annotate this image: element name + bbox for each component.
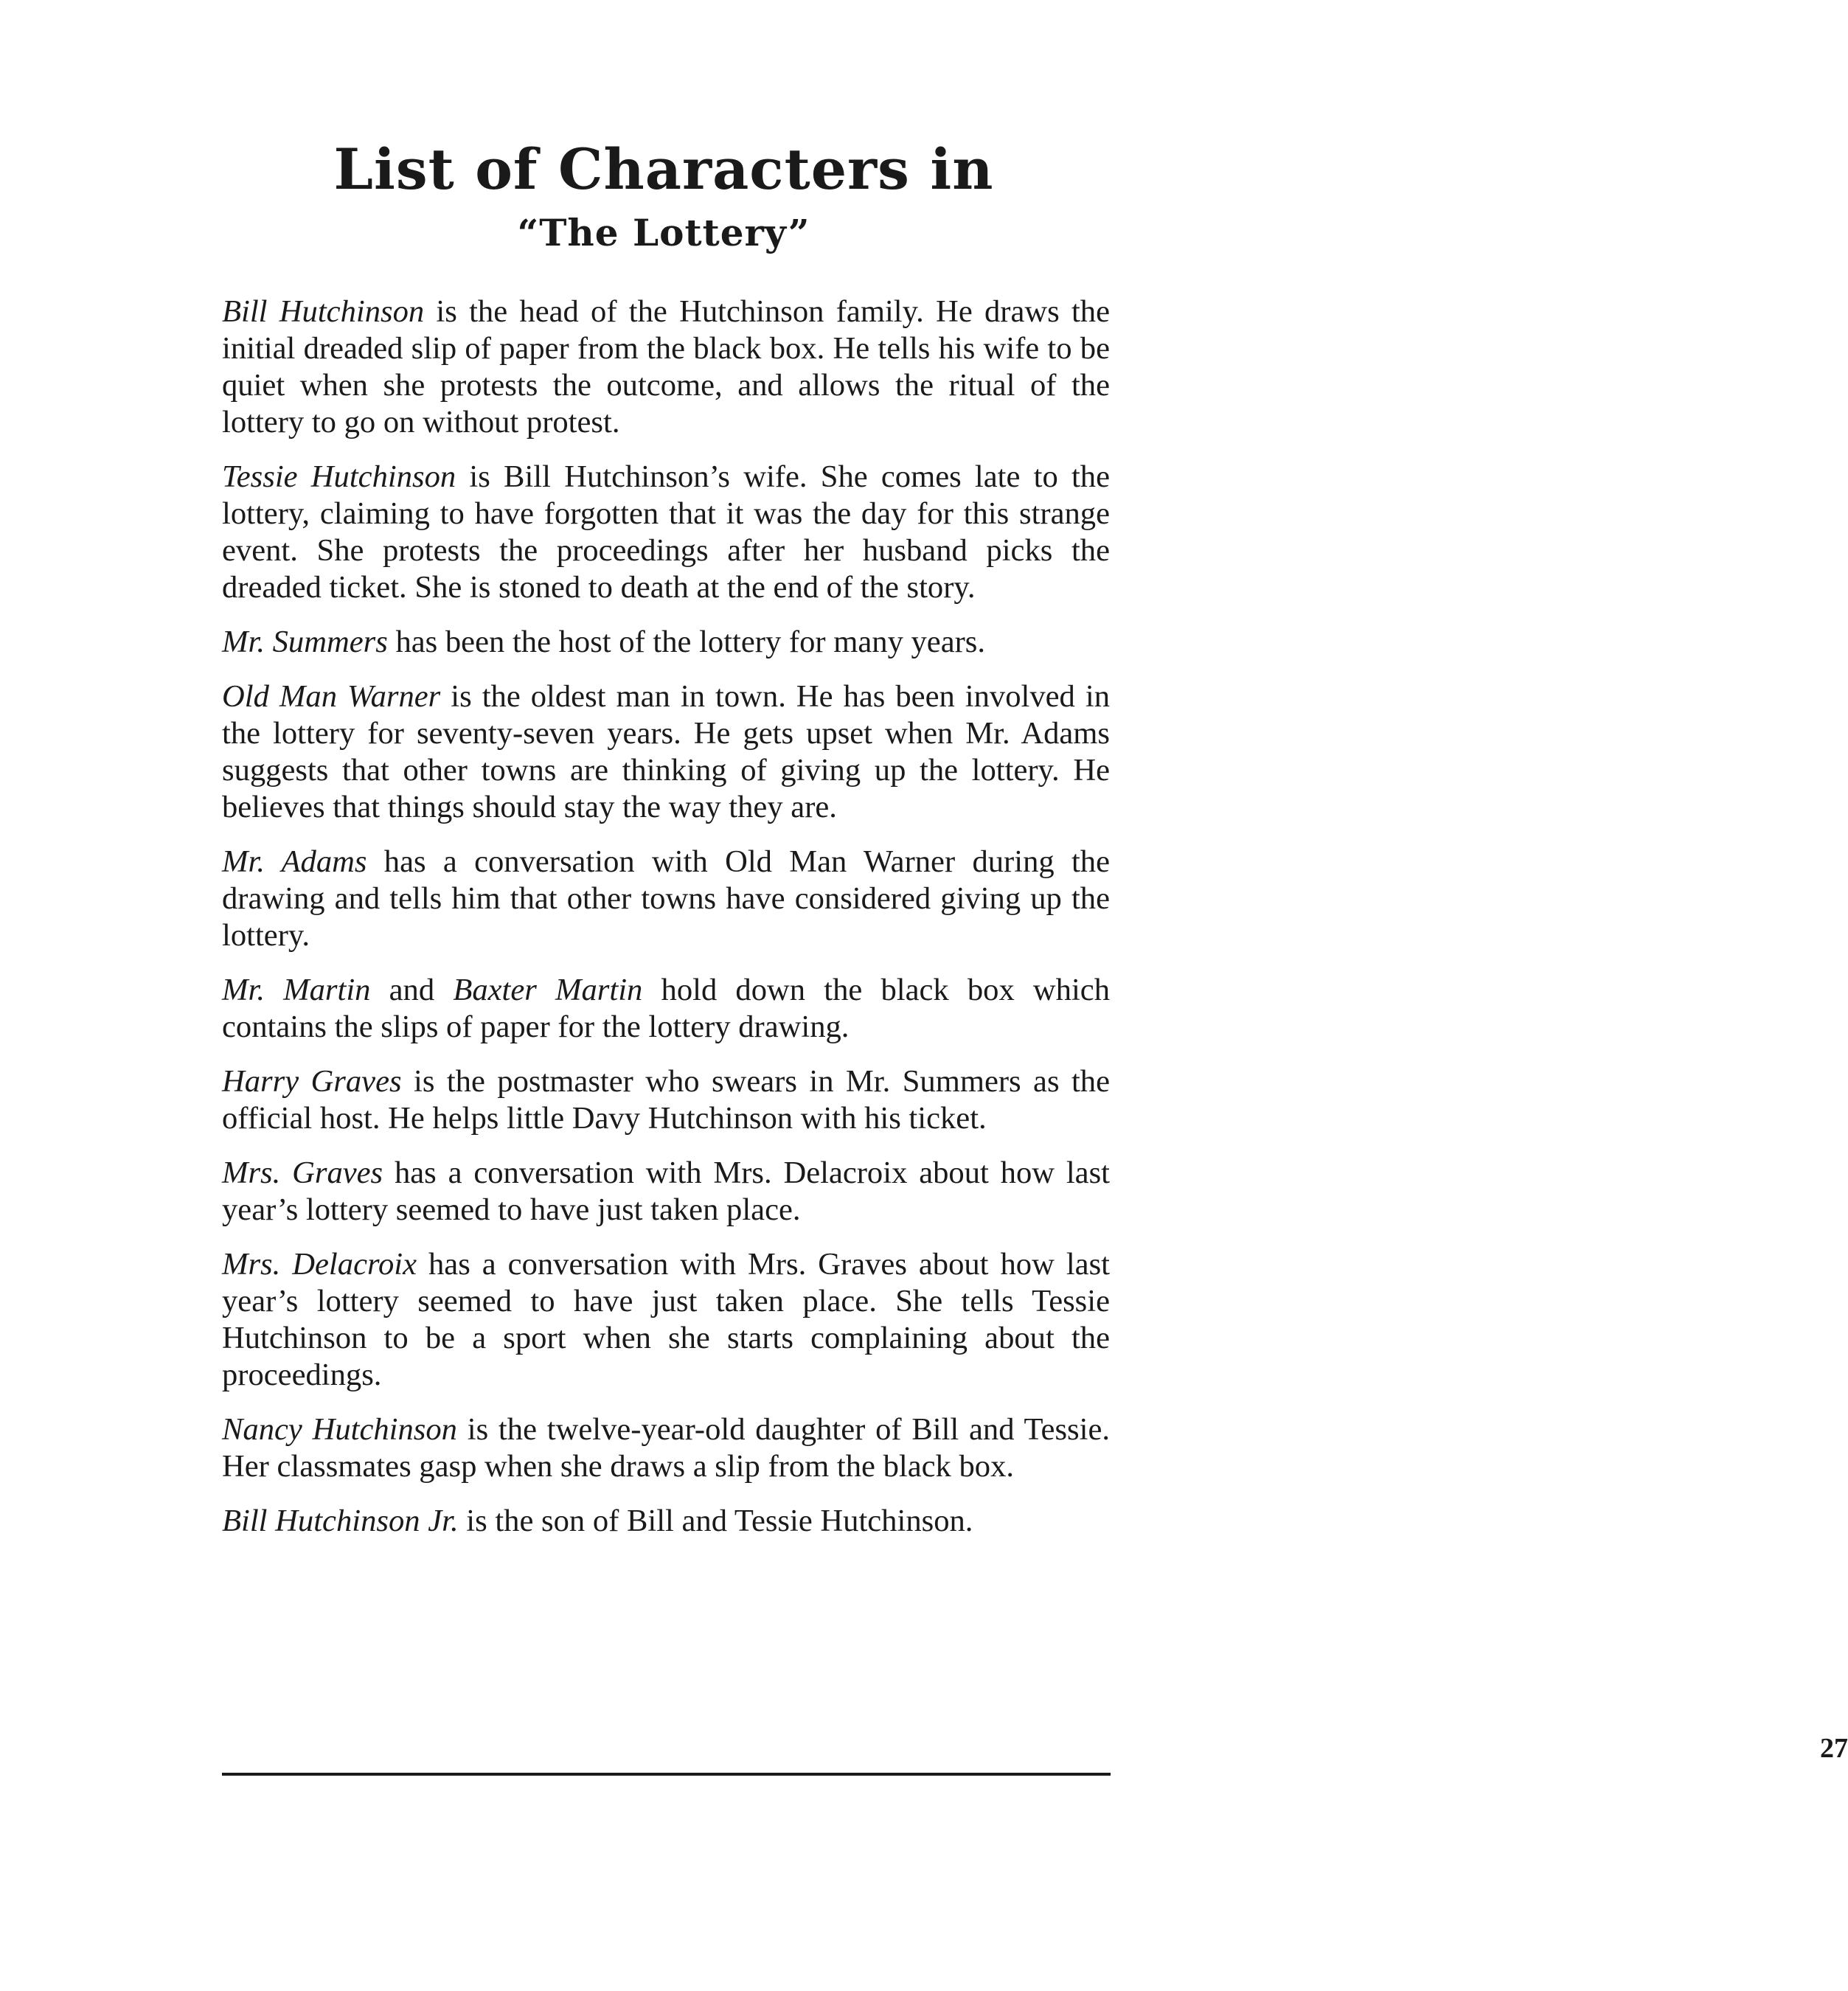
character-entry — [222, 1246, 1110, 1394]
character-name: Bill Hutchinson Jr. — [222, 1504, 459, 1538]
character-description: is Bill Hutchinson’s wife. She comes late to the lottery, claiming to have forgotten that it was the day for this strange event. She protests the proceedings after her husband picks the dreaded ticket. She is stoned to death at the end of the story. — [222, 459, 1111, 605]
character-name: Mr. Summers — [222, 625, 388, 659]
character-description: is the twelve-year-old daughter of Bill and Tessie. Her classmates gasp when she draws a slip from the black box. — [222, 1412, 1110, 1484]
character-entry — [222, 844, 1110, 954]
page-title: List of Characters in — [333, 136, 994, 202]
character-description: is the postmaster who swears in Mr. Summers as the official host. He helps little Davy Hutchinson with his ticket. — [222, 1064, 1110, 1136]
character-description: has been the host of the lottery for many years. — [387, 625, 986, 659]
character-name: Mr. Adams — [222, 844, 367, 879]
character-entry — [222, 1063, 1110, 1137]
character-description: hold down the black box which contains the slips of paper for the lottery drawing. — [222, 973, 1111, 1044]
character-entry — [222, 624, 1110, 661]
character-list — [222, 293, 1110, 1557]
page-subtitle: “The Lottery” — [517, 211, 810, 254]
character-name: Old Man Warner — [222, 679, 441, 714]
character-description: has a conversation with Mrs. Graves about how last year’s lottery seemed to have just taken place. She tells Tessie Hutchinson to be a sport when she starts complaining about the proceedings. — [222, 1247, 1110, 1392]
character-entry — [222, 678, 1110, 826]
character-name: Mrs. Graves — [222, 1156, 383, 1190]
character-description: is the oldest man in town. He has been involved in the lottery for seventy-seven years. He gets upset when Mr. Adams suggests that other towns are thinking of giving up the lottery. He believes that things should stay the way they are. — [222, 679, 1111, 824]
character-name: Mr. Martin — [222, 973, 371, 1007]
character-description: is the head of the Hutchinson family. He draws the initial dreaded slip of paper from the black box. He tells his wife to be quiet when she protests the outcome, and allows the ritual of the lottery to go on without protest. — [222, 294, 1110, 439]
character-entry — [222, 972, 1110, 1046]
character-description: is the son of Bill and Tessie Hutchinson. — [458, 1504, 973, 1538]
character-name: Bill Hutchinson — [222, 294, 425, 329]
character-name-second: Baxter Martin — [453, 973, 643, 1007]
character-entry — [222, 1503, 1110, 1540]
character-entry — [222, 1155, 1110, 1229]
character-entry — [222, 293, 1110, 441]
character-name: Harry Graves — [222, 1064, 402, 1099]
character-name: Mrs. Delacroix — [222, 1247, 417, 1282]
character-entry — [222, 459, 1110, 606]
character-entry — [222, 1411, 1110, 1485]
character-description: has a conversation with Old Man Warner during the drawing and tells him that other towns have considered giving up the lottery. — [222, 844, 1111, 953]
footer-rule — [222, 1773, 1111, 1776]
page-number: 27 — [1820, 1733, 1848, 1764]
character-description: has a conversation with Mrs. Delacroix about how last year’s lottery seemed to have just taken place. — [222, 1156, 1110, 1227]
character-name: Nancy Hutchinson — [222, 1412, 457, 1447]
character-name: Tessie Hutchinson — [222, 459, 456, 494]
name-connector: and — [370, 973, 454, 1007]
